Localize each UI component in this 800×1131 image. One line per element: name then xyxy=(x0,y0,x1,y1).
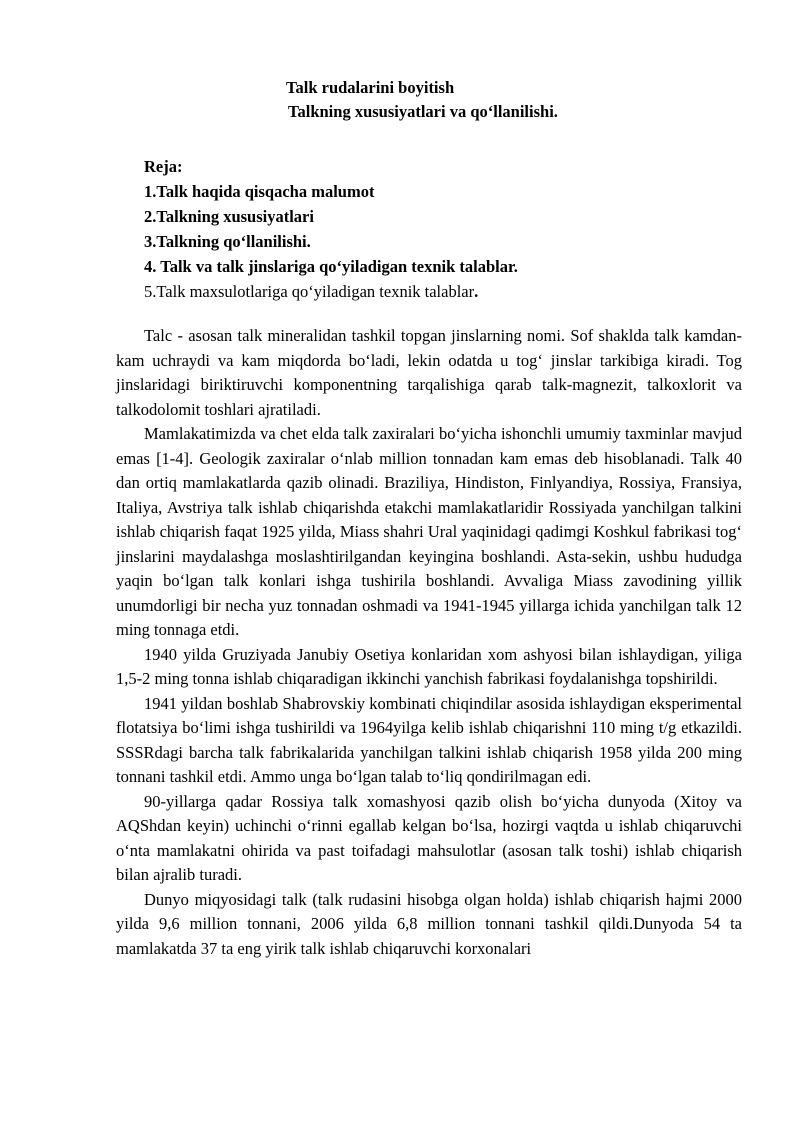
plan-heading: Reja: xyxy=(144,157,183,176)
paragraph-5: 90-yillarga qadar Rossiya talk xomashyosi qazib olish bo‘yicha dunyoda (Xitoy va AQShdan keyin) uchinchi o‘rinni egallab kelgan bo‘lsa, hozirgi vaqtda u ishlab chiqaruvchi o‘nta mamlakatni ohirida va past toifadagi mahsulotlar (asosan talk toshi) ishlab chiqarish bilan ajralib turadi. xyxy=(116,791,742,884)
body-text xyxy=(116,324,742,961)
paragraph-3: 1940 yilda Gruziyada Janubiy Osetiya konlaridan xom ashyosi bilan ishlaydigan, yiliga 1,5-2 ming tonna ishlab chiqaradigan ikkinchi yanchish fabrikasi foydalanishga topshirildi. xyxy=(116,644,742,688)
plan-item-5-text: 5.Talk maxsulotlariga qo‘yiladigan texnik talablar xyxy=(144,282,475,301)
plan-item-4: 4. Talk va talk jinslariga qo‘yiladigan texnik talablar. xyxy=(144,257,518,276)
document-subtitle: Talkning xususiyatlari va qo‘llanilishi. xyxy=(288,102,558,121)
plan-item-5 xyxy=(144,279,518,304)
plan-section xyxy=(144,154,518,304)
paragraph-6: Dunyo miqyosidagi talk (talk rudasini hisobga olgan holda) ishlab chiqarish hajmi 2000 yilda 9,6 million tonnani, 2006 yilda 6,8 million tonnani tashkil qildi.Dunyoda 54 ta mamlakatda 37 ta eng yirik talk ishlab chiqaruvchi korxonalari xyxy=(116,889,742,958)
plan-item-1: 1.Talk haqida qisqacha malumot xyxy=(144,182,375,201)
paragraph-1: Talc - asosan talk mineralidan tashkil topgan jinslarning nomi. Sof shaklda talk kamdan-kam uchraydi va kam miqdorda bo‘ladi, lekin odatda u tog‘ jinslar tarkibiga kiradi. Tog jinslaridagi biriktiruvchi komponentning tarqalishiga qarab talk-magnezit, talkoxlorit va talkodolomit toshlari ajratiladi. xyxy=(116,326,742,419)
paragraph-2: Mamlakatimizda va chet elda talk zaxiralari bo‘yicha ishonchli umumiy taxminlar mavjud emas [1-4]. Geologik zaxiralar o‘nlab million tonnadan kam emas deb hisoblanadi. Talk 40 dan ortiq mamlakatlarda qazib olinadi. Braziliya, Hindiston, Finlyandiya, Rossiya, Fransiya, Italiya, Avstriya talk ishlab chiqarishda etakchi mamlakatlaridir Rossiyada yanchilgan talkini ishlab chiqarish faqat 1925 yilda, Miass shahri Ural yaqinidagi qadimgi Koshkul fabrikasi tog‘ jinslarini maydalashga moslashtirilgandan keyingina boshlandi. Asta-sekin, ushbu hududga yaqin bo‘lgan talk konlari ishga tushirila boshlandi. Avvaliga Miass zavodining yillik unumdorligi bir necha yuz tonnadan oshmadi va 1941-1945 yillarga ichida yanchilgan talk 12 ming tonnaga etdi. xyxy=(116,424,742,639)
plan-item-5-period: . xyxy=(474,282,479,301)
paragraph-4: 1941 yildan boshlab Shabrovskiy kombinati chiqindilar asosida ishlaydigan eksperimental flotatsiya bo‘limi ishga tushirildi va 1964yilga kelib ishlab chiqarishni 110 ming t/g etkazildi. SSSRdagi barcha talk fabrikalarida yanchilgan talkini ishlab chiqarish 1958 yilda 200 ming tonnani tashkil etdi. Ammo unga bo‘lgan talab to‘liq qondirilmagan edi. xyxy=(116,693,742,786)
document-title: Talk rudalarini boyitish xyxy=(286,78,455,97)
plan-item-3: 3.Talkning qo‘llanilishi. xyxy=(144,232,311,251)
plan-item-2: 2.Talkning xususiyatlari xyxy=(144,207,314,226)
